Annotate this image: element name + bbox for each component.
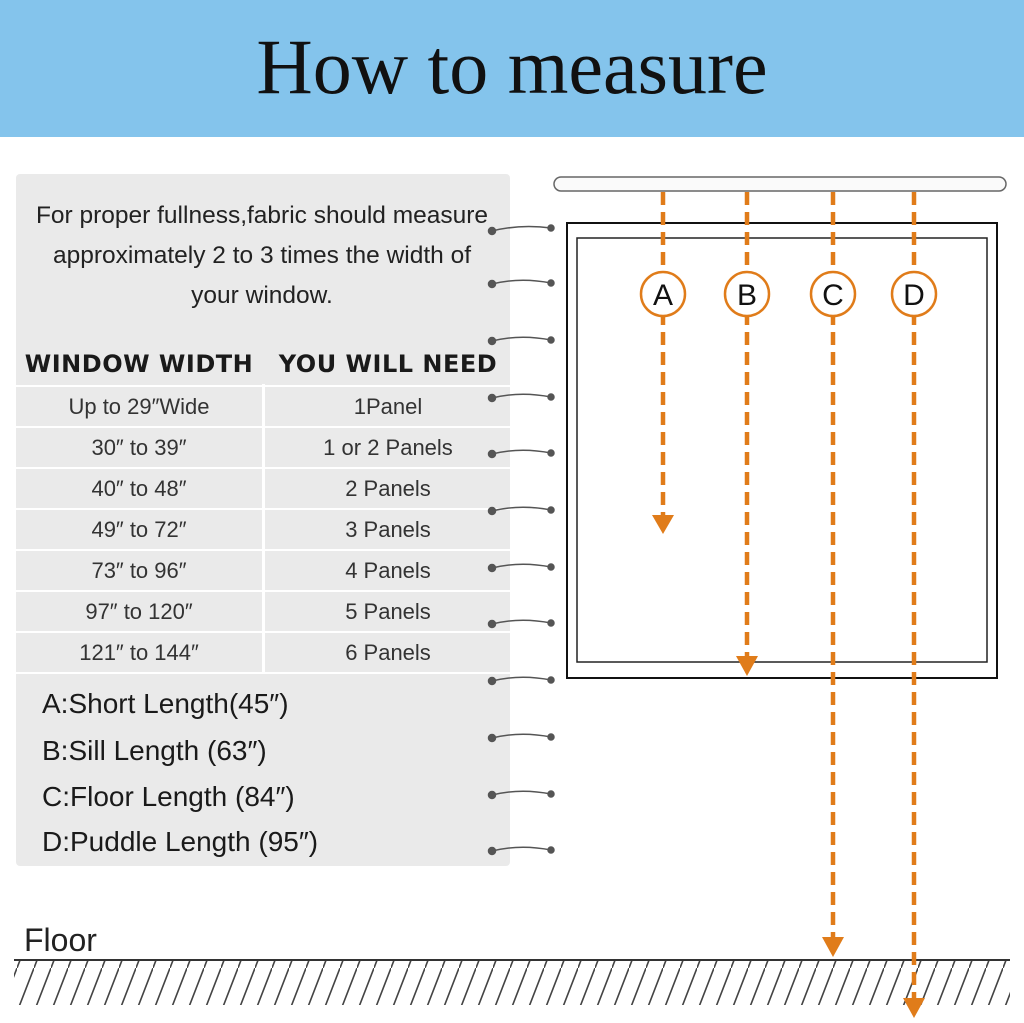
arrow-label-a: A <box>652 279 674 312</box>
row-panels: 5 Panels <box>345 599 431 624</box>
row-width: 121″ to 144″ <box>79 640 199 665</box>
legend-text: Short Length(45″) <box>68 688 289 719</box>
page-title: How to measure <box>256 23 768 110</box>
row-width: 49″ to 72″ <box>91 517 187 542</box>
row-panels: 1 or 2 Panels <box>323 435 453 460</box>
row-width: 97″ to 120″ <box>85 599 193 624</box>
pin <box>489 507 555 515</box>
legend-text: Puddle Length (95″) <box>70 826 319 857</box>
pin <box>489 450 555 458</box>
legend-prefix: C: <box>42 781 70 812</box>
pin <box>489 791 555 799</box>
connector-pins <box>489 225 555 855</box>
legend-prefix: A: <box>42 688 69 719</box>
arrow-label-d: D <box>903 279 925 312</box>
legend-text: Sill Length (63″) <box>68 735 267 766</box>
pin <box>489 337 555 345</box>
row-panels: 3 Panels <box>345 517 431 542</box>
row-panels: 6 Panels <box>345 640 431 665</box>
pin <box>489 280 555 288</box>
header-window-width: WINDOW WIDTH <box>24 350 254 378</box>
row-panels: 4 Panels <box>345 558 431 583</box>
pin <box>489 677 555 685</box>
pin <box>489 394 555 402</box>
legend-text: Floor Length (84″) <box>70 781 295 812</box>
header-you-will-need: YOU WILL NEED <box>278 350 498 378</box>
pin <box>489 620 555 628</box>
pin <box>489 734 555 742</box>
pin <box>489 225 555 235</box>
row-width: 30″ to 39″ <box>91 435 187 460</box>
intro-text: For proper fullness,fabric should measure approximately 2 to 3 times the width of your window. <box>35 202 489 309</box>
floor-hatching <box>14 961 1010 1005</box>
row-panels: 2 Panels <box>345 476 431 501</box>
arrow-label-b: B <box>736 279 758 312</box>
row-panels: 1Panel <box>353 394 423 419</box>
arrow-label-c: C <box>822 279 844 312</box>
row-width: 40″ to 48″ <box>91 476 187 501</box>
floor-label: Floor <box>24 922 97 958</box>
pin <box>489 564 555 572</box>
row-width: Up to 29″Wide <box>68 394 210 419</box>
legend-prefix: D: <box>42 826 70 857</box>
pin <box>489 847 555 855</box>
legend-prefix: B: <box>42 735 69 766</box>
row-width: 73″ to 96″ <box>91 558 187 583</box>
curtain-rod <box>554 177 1006 191</box>
